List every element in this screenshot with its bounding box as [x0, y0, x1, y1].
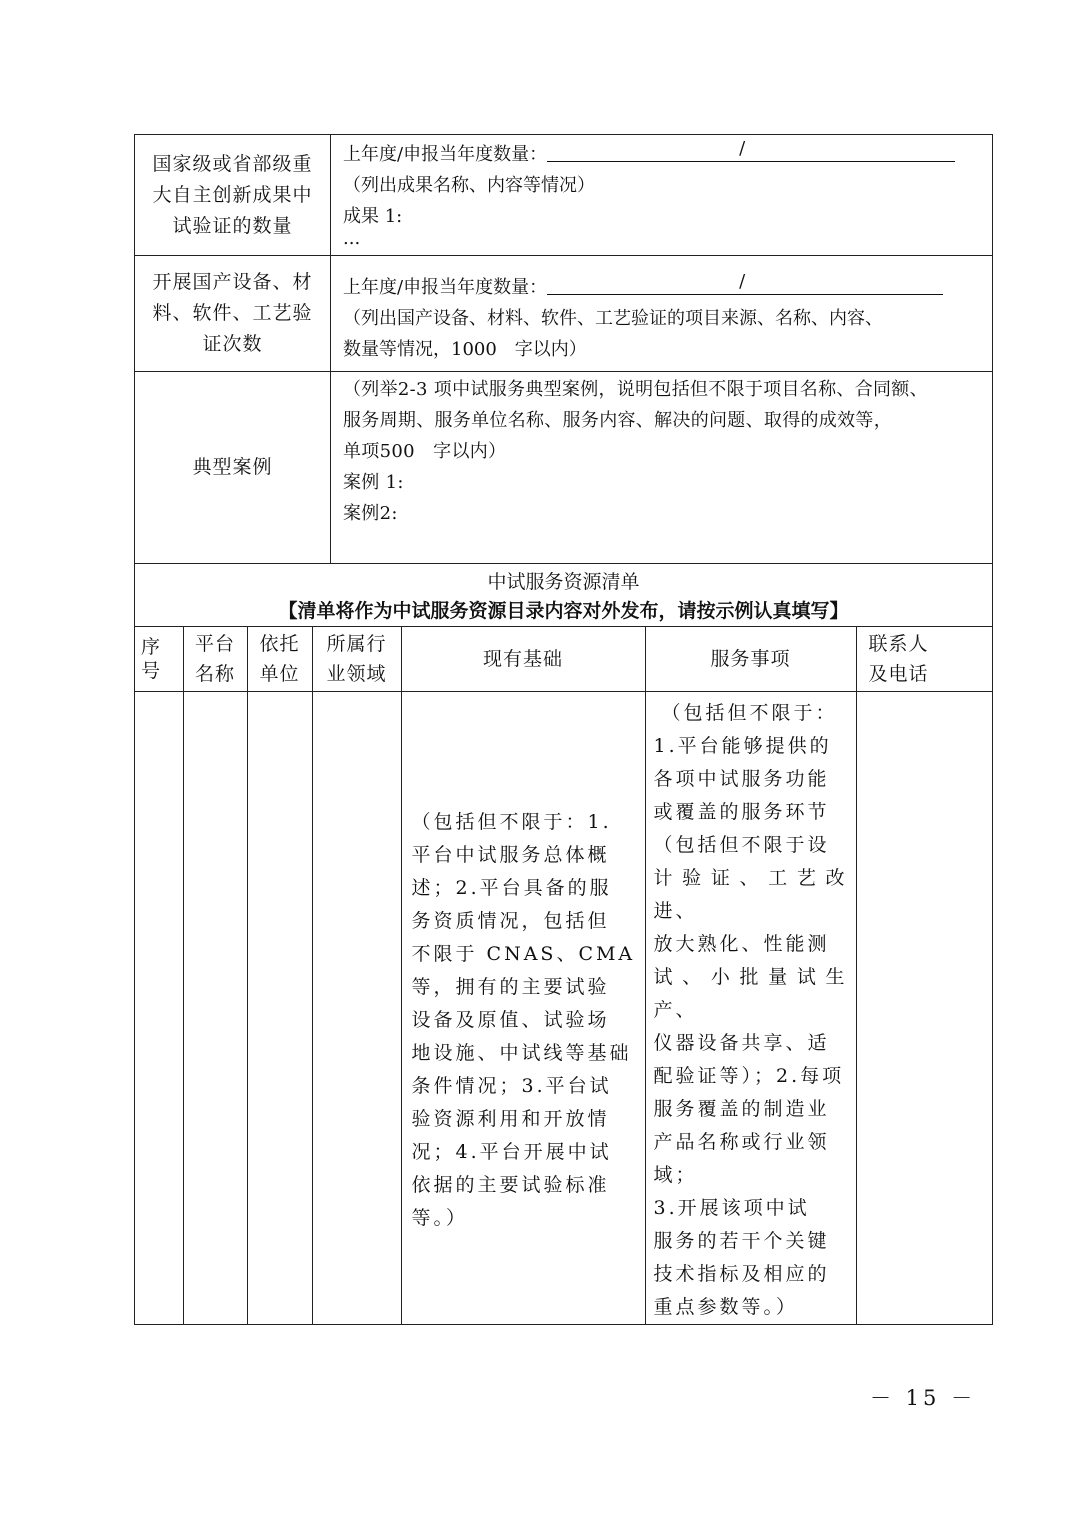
- count-line: [343, 272, 984, 303]
- row-value: [331, 135, 992, 255]
- case-line: 案例2:: [343, 503, 398, 524]
- cell-contact[interactable]: [856, 691, 992, 1324]
- count-label: 上年度/申报当年度数量：: [343, 277, 548, 298]
- cell-platform-name[interactable]: [183, 691, 247, 1324]
- cell-host-unit[interactable]: [247, 691, 312, 1324]
- count-line: [343, 139, 984, 170]
- note-line: （列出成果名称、内容等情况）: [343, 175, 595, 196]
- row-label: 典型案例: [135, 372, 331, 563]
- ellipsis-line: ...: [343, 228, 361, 249]
- row-innovation-results: [135, 135, 992, 256]
- page-number: － 15 －: [870, 1386, 977, 1410]
- resource-table: [135, 627, 992, 1324]
- header-cell-index: 序 号: [135, 627, 183, 691]
- case-line: 案例 1:: [343, 472, 404, 493]
- resource-section-heading: [135, 564, 992, 627]
- note-line: （列出国产设备、材料、软件、工艺验证的项目来源、名称、内容、: [343, 308, 883, 329]
- section-title: 中试服务资源清单: [487, 571, 640, 593]
- cell-basis[interactable]: [401, 691, 645, 1324]
- note-line: 单项500 字以内）: [343, 441, 507, 462]
- table-header-row: [135, 627, 992, 691]
- service-text: （包括但不限于： 1.平台能够提供的 各项中试服务功能 或覆盖的服务环节 （包括但不限于设 计验证、工艺改进、 放大熟化、性能测 试、小批量试生产、 仪器设备共享、适 配验证等）；2.每项 服务覆盖的制造业 产品名称或行业领 域； 3.开展该项中试 服务的若干个关键 技术指标及相应的 重点参数等。）: [653, 701, 848, 1318]
- note-line: 服务周期、服务单位名称、服务内容、解决的问题、取得的成效等，: [343, 410, 892, 431]
- resource-table-wrap: [135, 627, 992, 1324]
- table-row: [135, 691, 992, 1324]
- header-cell-basis: 现有基础: [401, 627, 645, 691]
- basis-text: （包括但不限于：1. 平台中试服务总体概 述；2.平台具备的服 务资质情况，包括但 不限于 CNAS、CMA 等，拥有的主要试验 设备及原值、试验场 地设施、中试线等基础 条件情况；3.平台试 验资源利用和开放情 况；4.平台开展中试 依据的主要试验标准 等。）: [411, 811, 636, 1229]
- header-cell-host-unit: 依托 单位: [247, 627, 312, 691]
- row-typical-cases: [135, 372, 992, 564]
- section-subtitle: 【清单将作为中试服务资源目录内容对外发布，请按示例认真填写】: [278, 600, 849, 622]
- header-cell-contact: 联系人 及电话: [856, 627, 992, 691]
- header-cell-service: 服务事项: [645, 627, 856, 691]
- row-label: 开展国产设备、材料、软件、工艺验证次数: [135, 256, 331, 371]
- row-value: [331, 372, 992, 563]
- slash: /: [739, 138, 746, 159]
- cell-service[interactable]: [645, 691, 856, 1324]
- application-form: [134, 134, 993, 1325]
- count-label: 上年度/申报当年度数量：: [343, 144, 548, 165]
- row-label: 国家级或省部级重大自主创新成果中试验证的数量: [135, 135, 331, 255]
- note-line: 数量等情况，1000 字以内）: [343, 339, 587, 360]
- row-domestic-verification: [135, 256, 992, 372]
- result-line: 成果 1:: [343, 206, 403, 227]
- header-cell-industry: 所属行 业领域: [312, 627, 401, 691]
- cell-index[interactable]: [135, 691, 183, 1324]
- count-fill-field[interactable]: [547, 139, 955, 162]
- count-fill-field[interactable]: [547, 272, 943, 295]
- note-line: （列举2-3 项中试服务典型案例，说明包括但不限于项目名称、合同额、: [343, 379, 928, 400]
- slash: /: [739, 271, 746, 292]
- row-value: [331, 256, 992, 371]
- header-cell-platform-name: 平台 名称: [183, 627, 247, 691]
- cell-industry[interactable]: [312, 691, 401, 1324]
